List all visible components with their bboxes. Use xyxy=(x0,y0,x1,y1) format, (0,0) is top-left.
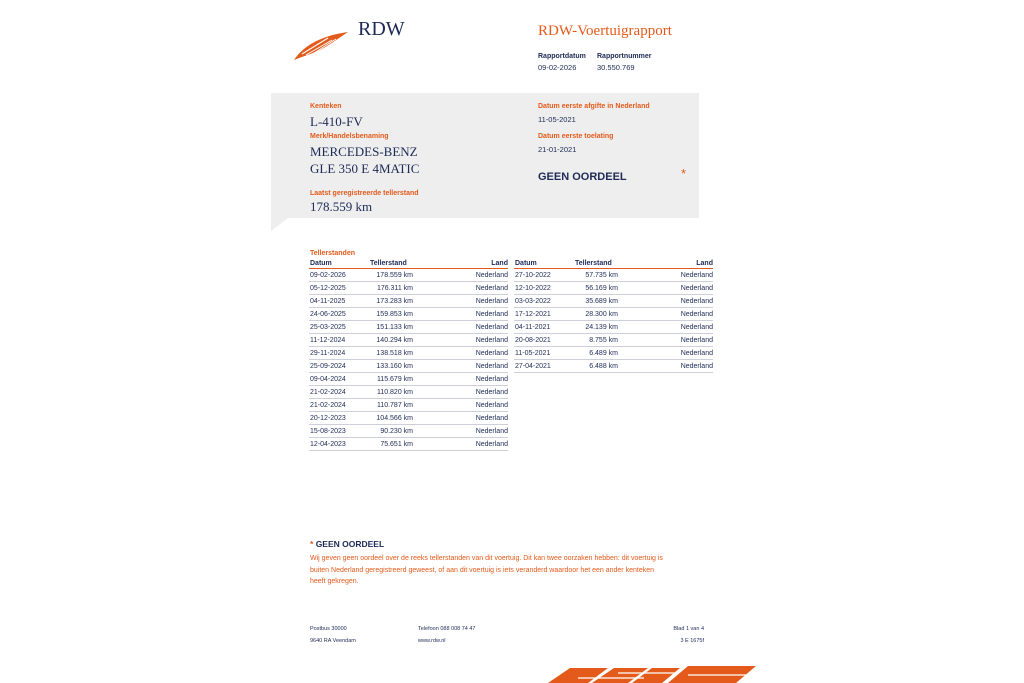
odometer-date-cell: 29-11-2024 xyxy=(309,347,364,360)
last-odometer-value: 178.559 km xyxy=(310,199,373,214)
make-label: Merk/Handelsbenaming xyxy=(310,133,389,140)
report-number: 30.550.769 xyxy=(597,63,635,72)
table-header-row xyxy=(514,259,713,269)
note-line: Wij geven geen oordeel over de reeks tellerstanden van dit voertuig. Dit kan twee oorzaken hebben: dit voertuig is xyxy=(310,555,663,562)
report-number-label: Rapportnummer xyxy=(597,53,652,60)
table-row xyxy=(309,282,508,295)
odometer-country-cell: Nederland xyxy=(413,295,508,308)
table-row xyxy=(309,347,508,360)
odometer-table-right xyxy=(514,259,713,373)
odometer-country-cell: Nederland xyxy=(618,282,713,295)
table-row xyxy=(309,425,508,438)
report-date-label: Rapportdatum xyxy=(538,53,586,60)
odometer-reading-cell: 110.820 km xyxy=(364,386,413,399)
odometer-date-cell: 25-03-2025 xyxy=(309,321,364,334)
col-date: Datum xyxy=(309,259,364,269)
verdict: GEEN OORDEEL xyxy=(538,171,627,183)
last-odometer-label: Laatst geregistreerde tellerstand xyxy=(310,190,419,197)
odometer-country-cell: Nederland xyxy=(618,360,713,373)
plate-value: L-410-FV xyxy=(310,114,363,129)
odometer-reading-cell: 24.139 km xyxy=(569,321,618,334)
brand-name: RDW xyxy=(358,18,405,40)
col-country: Land xyxy=(413,259,508,269)
col-date: Datum xyxy=(514,259,569,269)
table-row xyxy=(514,347,713,360)
odometer-date-cell: 05-12-2025 xyxy=(309,282,364,295)
verdict-marker: * xyxy=(681,166,687,181)
odometer-country-cell: Nederland xyxy=(413,399,508,412)
table-row xyxy=(309,295,508,308)
odometer-section-title: Tellerstanden xyxy=(310,250,355,257)
plate-label: Kenteken xyxy=(310,103,342,110)
odometer-date-cell: 04-11-2021 xyxy=(514,321,569,334)
odometer-table-left xyxy=(309,259,508,451)
make-value: MERCEDES-BENZ xyxy=(310,144,418,159)
odometer-country-cell: Nederland xyxy=(413,282,508,295)
odometer-date-cell: 24-06-2025 xyxy=(309,308,364,321)
model-value: GLE 350 E 4MATIC xyxy=(310,161,420,176)
odometer-country-cell: Nederland xyxy=(618,321,713,334)
footer-city: 9640 RA Veendam xyxy=(310,638,356,644)
odometer-reading-cell: 8.755 km xyxy=(569,334,618,347)
odometer-reading-cell: 115.679 km xyxy=(364,373,413,386)
odometer-date-cell: 11-12-2024 xyxy=(309,334,364,347)
table-row xyxy=(309,386,508,399)
first-admission-label: Datum eerste toelating xyxy=(538,133,614,140)
first-issue-nl-label: Datum eerste afgifte in Nederland xyxy=(538,103,650,110)
rdw-logo-icon xyxy=(292,28,350,62)
odometer-country-cell: Nederland xyxy=(618,334,713,347)
odometer-reading-cell: 90.230 km xyxy=(364,425,413,438)
table-row xyxy=(514,282,713,295)
footer-website[interactable]: www.rdw.nl xyxy=(418,638,446,644)
odometer-country-cell: Nederland xyxy=(413,334,508,347)
odometer-reading-cell: 57.735 km xyxy=(569,269,618,282)
odometer-reading-cell: 6.489 km xyxy=(569,347,618,360)
odometer-reading-cell: 110.787 km xyxy=(364,399,413,412)
table-row xyxy=(309,308,508,321)
first-admission-value: 21-01-2021 xyxy=(538,145,577,154)
odometer-date-cell: 03-03-2022 xyxy=(514,295,569,308)
odometer-country-cell: Nederland xyxy=(413,360,508,373)
odometer-date-cell: 27-04-2021 xyxy=(514,360,569,373)
odometer-country-cell: Nederland xyxy=(413,386,508,399)
odometer-date-cell: 04-11-2025 xyxy=(309,295,364,308)
odometer-date-cell: 09-04-2024 xyxy=(309,373,364,386)
table-row xyxy=(309,321,508,334)
odometer-date-cell: 21-02-2024 xyxy=(309,386,364,399)
table-row xyxy=(309,373,508,386)
table-row xyxy=(514,321,713,334)
note-line: heeft gekregen. xyxy=(310,578,359,585)
note-heading xyxy=(310,539,384,549)
table-row xyxy=(309,438,508,451)
col-odometer: Tellerstand xyxy=(569,259,618,269)
decorative-stripes-icon xyxy=(548,664,756,683)
note-text xyxy=(310,553,663,588)
note-marker: * xyxy=(310,539,314,549)
footer-page: Blad 1 van 4 xyxy=(673,626,704,632)
report-date: 09-02-2026 xyxy=(538,63,577,72)
odometer-date-cell: 15-08-2023 xyxy=(309,425,364,438)
odometer-reading-cell: 138.518 km xyxy=(364,347,413,360)
odometer-reading-cell: 6.488 km xyxy=(569,360,618,373)
panel-tail xyxy=(271,218,288,231)
odometer-reading-cell: 159.853 km xyxy=(364,308,413,321)
odometer-country-cell: Nederland xyxy=(618,295,713,308)
odometer-date-cell: 20-12-2023 xyxy=(309,412,364,425)
table-header-row xyxy=(309,259,508,269)
table-row xyxy=(514,295,713,308)
table-row xyxy=(309,399,508,412)
footer-phone: Telefoon 088 008 74 47 xyxy=(418,626,476,632)
odometer-date-cell: 21-02-2024 xyxy=(309,399,364,412)
odometer-country-cell: Nederland xyxy=(413,321,508,334)
odometer-reading-cell: 35.689 km xyxy=(569,295,618,308)
odometer-reading-cell: 140.294 km xyxy=(364,334,413,347)
odometer-date-cell: 11-05-2021 xyxy=(514,347,569,360)
odometer-reading-cell: 28.300 km xyxy=(569,308,618,321)
odometer-date-cell: 27-10-2022 xyxy=(514,269,569,282)
odometer-date-cell: 25-09-2024 xyxy=(309,360,364,373)
odometer-country-cell: Nederland xyxy=(413,425,508,438)
odometer-reading-cell: 176.311 km xyxy=(364,282,413,295)
odometer-country-cell: Nederland xyxy=(618,308,713,321)
first-issue-nl-value: 11-05-2021 xyxy=(538,115,576,124)
table-row xyxy=(309,334,508,347)
table-row xyxy=(309,269,508,282)
odometer-country-cell: Nederland xyxy=(413,438,508,451)
table-row xyxy=(514,360,713,373)
odometer-date-cell: 20-08-2021 xyxy=(514,334,569,347)
note-title: GEEN OORDEEL xyxy=(315,539,385,549)
table-row xyxy=(514,269,713,282)
odometer-date-cell: 12-10-2022 xyxy=(514,282,569,295)
col-odometer: Tellerstand xyxy=(364,259,413,269)
note-line: buiten Nederland geregistreerd geweest, of aan dit voertuig is iets veranderd waardoor het een ander kenteken xyxy=(310,566,654,574)
table-row xyxy=(309,412,508,425)
odometer-country-cell: Nederland xyxy=(413,269,508,282)
col-country: Land xyxy=(618,259,713,269)
odometer-reading-cell: 75.651 km xyxy=(364,438,413,451)
odometer-reading-cell: 151.133 km xyxy=(364,321,413,334)
odometer-country-cell: Nederland xyxy=(618,269,713,282)
odometer-date-cell: 12-04-2023 xyxy=(309,438,364,451)
odometer-reading-cell: 173.283 km xyxy=(364,295,413,308)
odometer-reading-cell: 133.160 km xyxy=(364,360,413,373)
odometer-country-cell: Nederland xyxy=(413,308,508,321)
odometer-country-cell: Nederland xyxy=(413,347,508,360)
odometer-country-cell: Nederland xyxy=(413,412,508,425)
table-row xyxy=(514,334,713,347)
odometer-country-cell: Nederland xyxy=(413,373,508,386)
odometer-reading-cell: 104.566 km xyxy=(364,412,413,425)
odometer-date-cell: 09-02-2026 xyxy=(309,269,364,282)
table-row xyxy=(309,360,508,373)
footer-po-box: Postbus 30000 xyxy=(310,626,347,632)
odometer-reading-cell: 178.559 km xyxy=(364,269,413,282)
footer-code: 3 E 1675f xyxy=(680,638,704,644)
table-row xyxy=(514,308,713,321)
odometer-reading-cell: 56.169 km xyxy=(569,282,618,295)
report-title: RDW-Voertuigrapport xyxy=(538,23,672,39)
odometer-date-cell: 17-12-2021 xyxy=(514,308,569,321)
odometer-country-cell: Nederland xyxy=(618,347,713,360)
